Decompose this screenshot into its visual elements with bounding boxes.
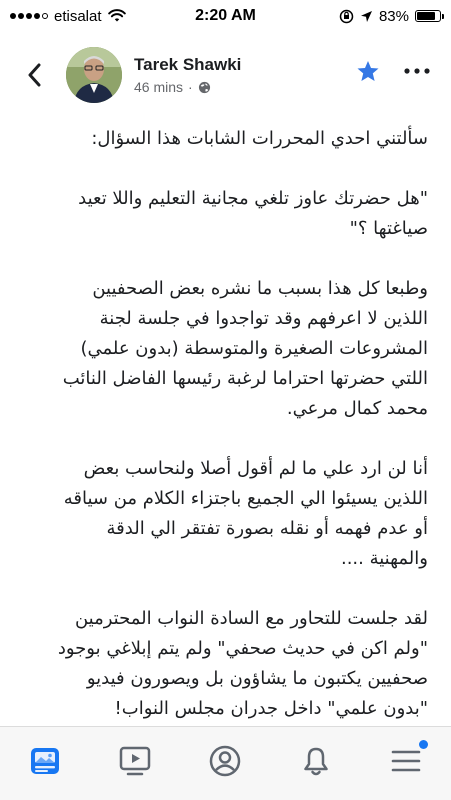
bottom-nav bbox=[0, 726, 451, 800]
chevron-left-icon bbox=[27, 63, 41, 87]
author-block bbox=[134, 55, 241, 95]
nav-profile[interactable] bbox=[195, 736, 255, 786]
status-bar bbox=[0, 0, 451, 32]
status-time: 2:20 AM bbox=[195, 7, 256, 24]
location-icon bbox=[360, 10, 373, 23]
more-options-button[interactable] bbox=[397, 54, 437, 88]
nav-menu[interactable] bbox=[376, 736, 436, 786]
battery-percent: 83% bbox=[378, 7, 409, 25]
back-button[interactable] bbox=[12, 53, 56, 97]
status-left bbox=[10, 8, 126, 25]
battery-icon bbox=[415, 10, 441, 22]
menu-icon bbox=[391, 749, 421, 773]
nav-news-feed[interactable] bbox=[15, 736, 75, 786]
status-right bbox=[339, 8, 441, 25]
post-paragraph-2: "هل حضرتك عاوز تلغي مجانية التعليم واللا تعيد صياغتها ؟" bbox=[78, 188, 428, 239]
meta-separator: · bbox=[188, 79, 193, 95]
post-paragraph-5: لقد جلست للتحاور مع السادة النواب المحترمين "ولم اكن في حديث صحفي" ولم يتم إبلاغي بوجود صحفيين يكتبون ما يشاؤون بل ويصورون فيديو "بدون علمي" داخل جدران مجلس النواب! bbox=[57, 608, 428, 719]
star-icon bbox=[356, 60, 380, 83]
profile-icon bbox=[209, 745, 241, 777]
more-horizontal-icon bbox=[404, 68, 430, 74]
orientation-lock-icon bbox=[339, 9, 354, 24]
nav-notifications[interactable] bbox=[286, 736, 346, 786]
author-name[interactable]: Tarek Shawki bbox=[134, 55, 242, 74]
globe-icon bbox=[198, 81, 211, 94]
menu-notification-dot bbox=[419, 740, 428, 749]
nav-watch[interactable] bbox=[105, 736, 165, 786]
wifi-icon bbox=[108, 9, 126, 23]
post-paragraph-1: سألتني احدي المحررات الشابات هذا السؤال: bbox=[91, 128, 428, 149]
post-header bbox=[0, 40, 451, 110]
carrier-name: etisalat bbox=[54, 7, 102, 25]
news-feed-icon bbox=[30, 747, 60, 775]
favorite-button[interactable] bbox=[351, 54, 385, 88]
post-time[interactable]: 46 mins bbox=[134, 79, 184, 95]
post-body bbox=[18, 124, 428, 800]
author-avatar[interactable] bbox=[66, 47, 122, 103]
post-meta bbox=[134, 79, 241, 95]
bell-icon bbox=[302, 746, 330, 776]
watch-icon bbox=[119, 746, 151, 776]
post-paragraph-3: وطبعا كل هذا بسبب ما نشره بعض الصحفيين اللذين لا اعرفهم وقد تواجدوا في جلسة لجنة المشروعات الصغيرة والمتوسطة (بدون علمي) اللتي حضرتها احتراما لرغبة رئيسها الفاضل النائب محمد كمال مرعي. bbox=[62, 278, 428, 419]
post-paragraph-4: أنا لن ارد علي ما لم أقول أصلا ولنحاسب بعض اللذين يسيئوا الي الجميع باجتزاء الكلام من سياقه أو عدم فهمه أو نقله بصورة تفتقر الي الدقة والمهنية .... bbox=[63, 458, 428, 569]
signal-icon bbox=[10, 13, 48, 19]
